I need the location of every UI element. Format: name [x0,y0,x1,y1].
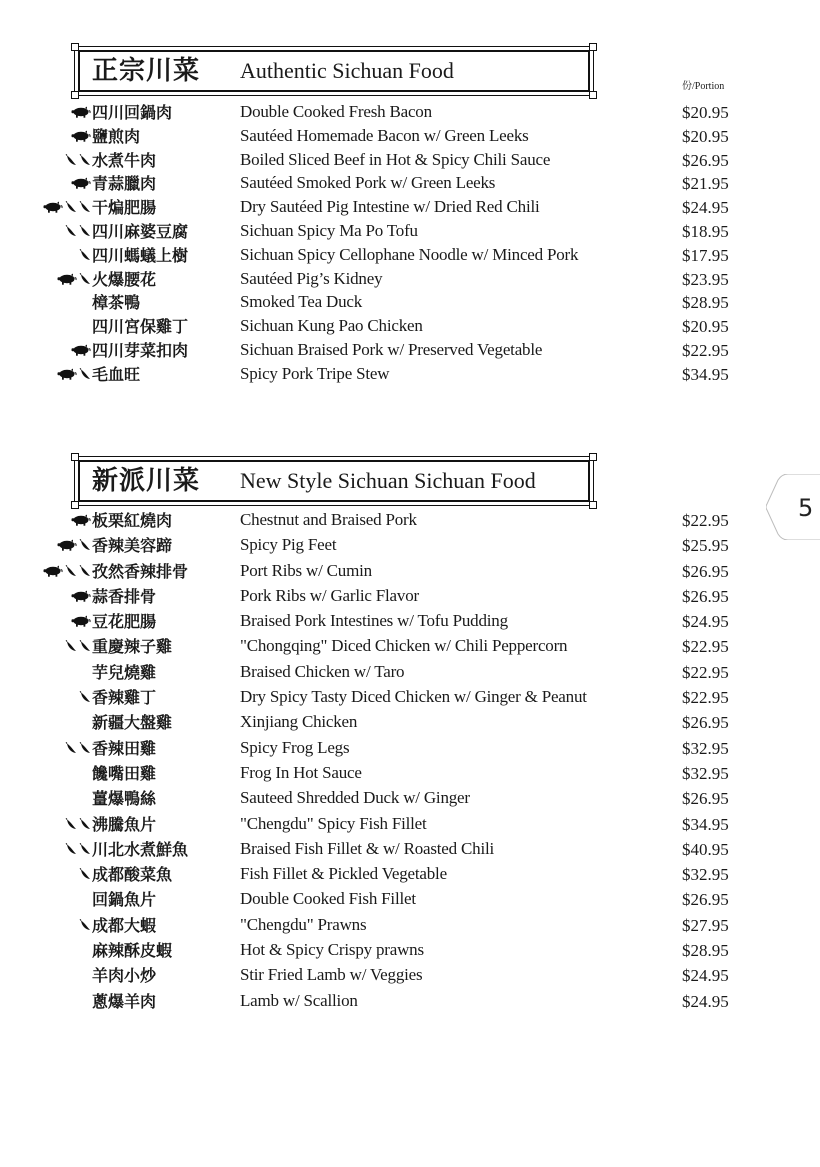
spice-meat-icons [71,175,91,191]
menu-item [0,220,820,244]
chili-icon [79,742,91,754]
dish-name-zh: 水煮牛肉 [92,150,157,170]
dish-name-en: Boiled Sliced Beef in Hot & Spicy Chili Sauce [240,149,551,169]
chili-icon [65,154,77,166]
header-corner-ornament [71,501,79,509]
dish-name-zh: 成都大蝦 [92,915,157,935]
chili-icon [79,640,91,652]
chili-icon [79,691,91,703]
pig-icon [71,514,91,526]
dish-name-zh: 薑爆鴨絲 [92,789,157,809]
spice-meat-icons [79,689,91,705]
dish-price: $24.95 [682,198,729,218]
dish-price: $21.95 [682,174,729,194]
dish-price: $34.95 [682,814,729,834]
menu-item [0,509,820,534]
dish-name-zh: 饞嘴田雞 [92,763,157,783]
dish-name-zh: 香辣田雞 [92,738,157,758]
dish-name-zh: 蔥爆羊肉 [92,991,157,1011]
menu-item [0,585,820,610]
spice-meat-icons [57,366,91,382]
chili-icon [79,565,91,577]
spice-meat-icons [65,740,91,756]
dish-name-zh: 四川螞蟻上樹 [92,245,189,265]
chili-icon [79,154,91,166]
dish-name-zh: 新疆大盤雞 [92,713,173,733]
dish-name-en: Braised Pork Intestines w/ Tofu Pudding [240,611,508,631]
menu-item [0,635,820,660]
pig-icon [57,539,77,551]
pig-icon [71,344,91,356]
dish-name-zh: 毛血旺 [92,364,141,384]
page-number: 5 [798,494,814,522]
dish-price: $22.95 [682,637,729,657]
menu-item [0,196,820,220]
dish-price: $40.95 [682,839,729,859]
header-corner-ornament [71,453,79,461]
dish-name-en: Dry Sautéed Pig Intestine w/ Dried Red Chili [240,197,540,217]
menu-list-new-style [0,509,820,1015]
pig-icon [43,201,63,213]
dish-name-zh: 沸騰魚片 [92,814,157,834]
spice-meat-icons [65,841,91,857]
menu-item [0,315,820,339]
chili-icon [79,539,91,551]
chili-icon [79,201,91,213]
dish-price: $22.95 [682,688,729,708]
spice-meat-icons [43,563,91,579]
dish-price: $20.95 [682,317,729,337]
dish-name-en: Xinjiang Chicken [240,712,358,732]
dish-name-zh: 樟茶鴨 [92,293,141,313]
dish-name-zh: 四川宮保雞丁 [92,317,189,337]
chili-icon [65,225,77,237]
dish-price: $26.95 [682,586,729,606]
dish-name-en: Sautéed Pig’s Kidney [240,268,383,288]
dish-name-en: Pork Ribs w/ Garlic Flavor [240,585,419,605]
dish-price: $24.95 [682,991,729,1011]
dish-price: $18.95 [682,221,729,241]
chili-icon [65,843,77,855]
dish-name-en: Spicy Frog Legs [240,737,350,757]
dish-price: $32.95 [682,763,729,783]
menu-item [0,762,820,787]
dish-price: $22.95 [682,511,729,530]
dish-price: $17.95 [682,245,729,265]
chili-icon [65,201,77,213]
menu-item [0,838,820,863]
menu-item [0,101,820,125]
chili-icon [65,640,77,652]
dish-price: $26.95 [682,890,729,910]
spice-meat-icons [65,816,91,832]
menu-item [0,787,820,812]
dish-name-en: Chestnut and Braised Pork [240,510,417,529]
dish-price: $32.95 [682,865,729,885]
menu-list-authentic [0,101,820,387]
dish-price: $24.95 [682,612,729,632]
dish-name-en: Sichuan Kung Pao Chicken [240,316,423,336]
dish-price: $34.95 [682,364,729,384]
spice-meat-icons [71,104,91,120]
spice-meat-icons [79,917,91,933]
dish-price: $25.95 [682,536,729,556]
dish-price: $20.95 [682,103,729,122]
menu-item [0,914,820,939]
spice-meat-icons [65,223,91,239]
pig-icon [57,273,77,285]
spice-meat-icons [57,537,91,553]
menu-item [0,291,820,315]
menu-item [0,363,820,387]
spice-meat-icons [71,588,91,604]
dish-name-zh: 孜然香辣排骨 [92,561,189,581]
spice-meat-icons [65,638,91,654]
pig-icon [71,590,91,602]
dish-name-en: Braised Fish Fillet & w/ Roasted Chili [240,838,495,858]
dish-name-en: Spicy Pig Feet [240,535,337,555]
spice-meat-icons [65,152,91,168]
chili-icon [79,249,91,261]
header-corner-ornament [589,501,597,509]
chili-icon [79,868,91,880]
dish-price: $24.95 [682,966,729,986]
header-corner-ornament [589,43,597,51]
pig-icon [43,565,63,577]
dish-name-zh: 鹽煎肉 [92,126,141,146]
chili-icon [79,843,91,855]
chili-icon [65,742,77,754]
menu-item [0,339,820,363]
chili-icon [79,919,91,931]
menu-item [0,125,820,149]
menu-item [0,888,820,913]
spice-meat-icons [71,512,91,528]
dish-name-en: Sautéed Homemade Bacon w/ Green Leeks [240,125,529,145]
dish-price: $26.95 [682,713,729,733]
menu-item [0,172,820,196]
dish-price: $22.95 [682,340,729,360]
header-corner-ornament [71,91,79,99]
dish-name-zh: 回鍋魚片 [92,890,157,910]
dish-name-zh: 干煸肥腸 [92,198,157,218]
dish-name-en: Sichuan Braised Pork w/ Preserved Vegetable [240,339,543,359]
dish-name-en: Stir Fried Lamb w/ Veggies [240,965,423,985]
dish-name-zh: 四川芽菜扣肉 [92,340,189,360]
menu-item [0,990,820,1015]
menu-item [0,737,820,762]
dish-price: $28.95 [682,941,729,961]
dish-name-zh: 蒜香排骨 [92,586,157,606]
dish-price: $27.95 [682,915,729,935]
menu-item [0,863,820,888]
menu-item [0,711,820,736]
dish-name-zh: 香辣美容蹄 [92,536,173,556]
menu-item [0,244,820,268]
dish-name-zh: 四川麻婆豆腐 [92,221,189,241]
section-header-new-style [74,456,594,506]
spice-meat-icons [71,342,91,358]
menu-item [0,964,820,989]
dish-name-en: Sautéed Smoked Pork w/ Green Leeks [240,173,496,193]
dish-price: $20.95 [682,126,729,146]
dish-name-zh: 麻辣酥皮蝦 [92,941,173,961]
dish-name-zh: 香辣雞丁 [92,688,157,708]
dish-name-en: "Chengdu" Prawns [240,914,367,934]
pig-icon [71,615,91,627]
dish-name-en: Sauteed Shredded Duck w/ Ginger [240,788,470,808]
portion-label: 份/Portion [682,81,725,92]
menu-item [0,939,820,964]
dish-name-en: Dry Spicy Tasty Diced Chicken w/ Ginger & Peanut [240,687,587,707]
dish-price: $26.95 [682,789,729,809]
dish-name-zh: 火爆腰花 [92,269,157,289]
dish-name-zh: 芋兒燒雞 [92,662,157,682]
section-title-zh: 新派川菜 [92,466,201,496]
menu-item [0,686,820,711]
chili-icon [65,818,77,830]
dish-name-zh: 羊肉小炒 [92,966,157,986]
header-corner-ornament [589,453,597,461]
dish-name-en: Fish Fillet & Pickled Vegetable [240,864,447,884]
dish-name-zh: 成都酸菜魚 [92,865,173,885]
chili-icon [79,368,91,380]
dish-name-en: Port Ribs w/ Cumin [240,560,372,580]
pig-icon [57,368,77,380]
dish-name-en: Sichuan Spicy Cellophane Noodle w/ Minced Pork [240,244,579,264]
dish-price: $28.95 [682,293,729,313]
dish-name-zh: 川北水煮鮮魚 [92,839,189,859]
section-title-en: Authentic Sichuan Food [240,58,454,83]
menu-item [0,610,820,635]
dish-name-en: Smoked Tea Duck [240,292,363,312]
dish-name-en: Spicy Pork Tripe Stew [240,363,390,383]
dish-name-en: Braised Chicken w/ Taro [240,661,405,681]
section-title-en: New Style Sichuan Sichuan Food [240,468,536,493]
pig-icon [71,130,91,142]
dish-name-zh: 四川回鍋肉 [92,103,173,122]
dish-name-en: Hot & Spicy Crispy prawns [240,940,424,960]
dish-price: $32.95 [682,738,729,758]
dish-name-en: Frog In Hot Sauce [240,762,362,782]
menu-item [0,813,820,838]
dish-name-zh: 豆花肥腸 [92,612,157,632]
dish-name-en: "Chengdu" Spicy Fish Fillet [240,813,427,833]
menu-item [0,268,820,292]
section-header-authentic [74,46,594,96]
header-corner-ornament [71,43,79,51]
dish-name-zh: 重慶辣子雞 [92,637,173,657]
dish-name-zh: 板栗紅燒肉 [92,511,173,530]
chili-icon [65,565,77,577]
dish-name-zh: 青蒜臘肉 [92,174,157,194]
dish-price: $26.95 [682,561,729,581]
dish-name-en: Sichuan Spicy Ma Po Tofu [240,220,418,240]
dish-name-en: Double Cooked Fish Fillet [240,889,416,909]
header-corner-ornament [589,91,597,99]
spice-meat-icons [79,866,91,882]
menu-item [0,149,820,173]
dish-name-en: Double Cooked Fresh Bacon [240,102,432,121]
section-title-zh: 正宗川菜 [92,56,201,86]
menu-item [0,661,820,686]
chili-icon [79,273,91,285]
menu-item [0,534,820,559]
pig-icon [71,177,91,189]
dish-price: $26.95 [682,150,729,170]
chili-icon [79,818,91,830]
spice-meat-icons [57,271,91,287]
spice-meat-icons [79,247,91,263]
dish-price: $22.95 [682,662,729,682]
dish-name-en: Lamb w/ Scallion [240,990,358,1010]
spice-meat-icons [71,613,91,629]
chili-icon [79,225,91,237]
dish-price: $23.95 [682,269,729,289]
menu-item [0,560,820,585]
spice-meat-icons [71,128,91,144]
pig-icon [71,106,91,118]
dish-name-en: "Chongqing" Diced Chicken w/ Chili Peppercorn [240,636,568,656]
spice-meat-icons [43,199,91,215]
